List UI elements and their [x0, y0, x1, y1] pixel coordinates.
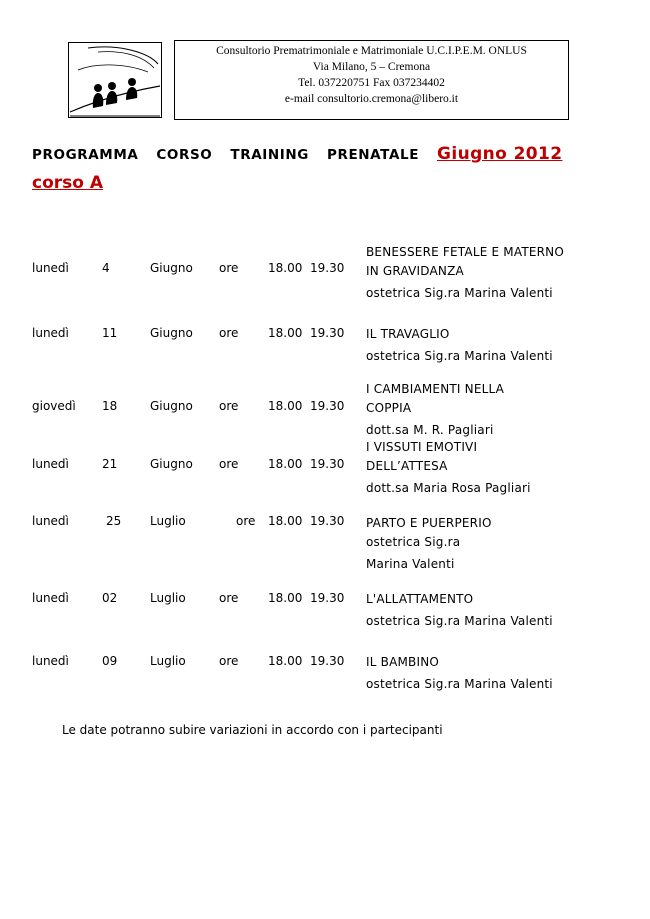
row-day: lunedì: [32, 514, 69, 528]
row-topic: IL BAMBINO: [366, 655, 440, 669]
row-date: 18: [102, 399, 118, 413]
row-end-time: 19.30: [310, 591, 345, 605]
row-speaker: Marina Valenti: [366, 557, 455, 571]
row-end-time: 19.30: [310, 261, 345, 275]
row-topic-block: [366, 243, 564, 303]
row-start-time: 18.00: [268, 261, 303, 275]
row-day: lunedì: [32, 591, 69, 605]
row-month: Giugno: [150, 399, 193, 413]
row-topic-block: [366, 590, 553, 631]
organization-address: Via Milano, 5 – Cremona: [312, 61, 431, 73]
row-day: lunedì: [32, 654, 69, 668]
row-topic-continued: IN GRAVIDANZA: [366, 264, 464, 278]
row-topic: PARTO E PUERPERIO: [366, 516, 492, 530]
disclaimer-note: Le date potranno subire variazioni in accordo con i partecipanti: [62, 723, 443, 737]
row-ore: ore: [219, 326, 239, 340]
row-start-time: 18.00: [268, 326, 303, 340]
ucipem-logo: [68, 42, 162, 118]
row-speaker: ostetrica Sig.ra Marina Valenti: [366, 677, 553, 691]
row-start-time: 18.00: [268, 514, 303, 528]
row-topic-continued: ostetrica Sig.ra: [366, 535, 461, 549]
row-topic: I VISSUTI EMOTIVI: [366, 440, 478, 454]
row-day: lunedì: [32, 326, 69, 340]
row-month: Luglio: [150, 591, 186, 605]
row-month: Luglio: [150, 654, 186, 668]
title-month-year: Giugno 2012: [437, 144, 563, 164]
row-topic: BENESSERE FETALE E MATERNO: [366, 245, 564, 259]
row-start-time: 18.00: [268, 457, 303, 471]
row-ore: ore: [219, 654, 239, 668]
row-ore: ore: [219, 591, 239, 605]
row-speaker: ostetrica Sig.ra Marina Valenti: [366, 349, 553, 363]
page-title: PROGRAMMA CORSO TRAINING PRENATALE Giugno 2012: [32, 144, 563, 164]
row-ore: ore: [219, 399, 239, 413]
row-ore: ore: [219, 261, 239, 275]
row-start-time: 18.00: [268, 591, 303, 605]
organization-phone-fax: Tel. 037220751 Fax 037234402: [298, 77, 445, 89]
row-topic: I CAMBIAMENTI NELLA: [366, 382, 505, 396]
organization-email: e-mail consultorio.cremona@libero.it: [284, 93, 459, 105]
row-day: giovedì: [32, 399, 76, 413]
row-month: Giugno: [150, 326, 193, 340]
row-topic-block: [366, 325, 553, 366]
row-end-time: 19.30: [310, 326, 345, 340]
row-ore: ore: [236, 514, 256, 528]
row-topic-block: [366, 380, 504, 440]
header-contact-box: [174, 40, 569, 120]
row-date: 02: [102, 591, 118, 605]
row-start-time: 18.00: [268, 399, 303, 413]
row-day: lunedì: [32, 261, 69, 275]
row-end-time: 19.30: [310, 654, 345, 668]
row-date: 11: [102, 326, 118, 340]
row-month: Giugno: [150, 261, 193, 275]
row-day: lunedì: [32, 457, 69, 471]
row-start-time: 18.00: [268, 654, 303, 668]
row-date: 4: [102, 261, 110, 275]
row-date: 09: [102, 654, 118, 668]
row-topic-continued: COPPIA: [366, 401, 412, 415]
row-end-time: 19.30: [310, 514, 345, 528]
row-topic-block: [366, 438, 531, 498]
row-topic: IL TRAVAGLIO: [366, 327, 450, 341]
course-label: corso A: [32, 173, 104, 193]
row-month: Luglio: [150, 514, 186, 528]
organization-name: Consultorio Prematrimoniale e Matrimoniale U.C.I.P.E.M. ONLUS: [216, 45, 527, 57]
row-month: Giugno: [150, 457, 193, 471]
row-topic-continued: DELL’ATTESA: [366, 459, 448, 473]
row-date: 21: [102, 457, 118, 471]
row-end-time: 19.30: [310, 399, 345, 413]
row-ore: ore: [219, 457, 239, 471]
row-date: 25: [106, 514, 122, 528]
row-speaker: ostetrica Sig.ra Marina Valenti: [366, 614, 553, 628]
row-topic-block: [366, 653, 553, 694]
row-topic-block: [366, 514, 492, 574]
row-speaker: ostetrica Sig.ra Marina Valenti: [366, 286, 553, 300]
row-end-time: 19.30: [310, 457, 345, 471]
row-topic: L'ALLATTAMENTO: [366, 592, 474, 606]
row-speaker: dott.sa M. R. Pagliari: [366, 423, 494, 437]
row-speaker: dott.sa Maria Rosa Pagliari: [366, 481, 531, 495]
